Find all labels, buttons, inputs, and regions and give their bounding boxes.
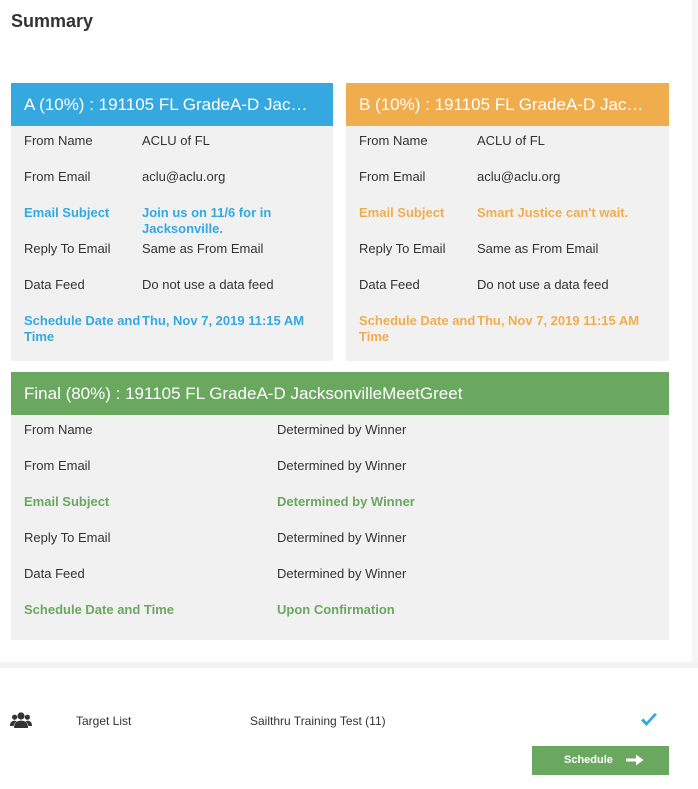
row-value: Upon Confirmation	[277, 602, 395, 617]
row-label: Email Subject	[24, 494, 110, 509]
data-feed-row	[11, 566, 669, 602]
check-icon	[640, 712, 658, 728]
from-email-row	[11, 458, 669, 494]
users-icon	[10, 711, 32, 729]
from-name-row	[11, 422, 669, 458]
reply-to-email-row	[11, 241, 333, 277]
target-list-row	[0, 706, 698, 736]
from-email-row	[346, 169, 669, 205]
row-value: Determined by Winner	[277, 494, 415, 509]
row-label: From Name	[359, 133, 428, 148]
schedule-button-label: Schedule	[564, 754, 613, 766]
row-value: ACLU of FL	[477, 133, 545, 148]
row-label: Schedule Date and Time	[24, 313, 141, 344]
target-list-value: Sailthru Training Test (11)	[250, 714, 386, 728]
row-value: Do not use a data feed	[477, 277, 609, 292]
row-value: aclu@aclu.org	[477, 169, 561, 184]
target-list-label: Target List	[76, 714, 132, 728]
row-value: Determined by Winner	[277, 422, 407, 437]
variant-a-title: A (10%) : 191105 FL GradeA-D Jac…	[11, 83, 333, 126]
row-label: From Email	[359, 169, 426, 184]
row-value: Thu, Nov 7, 2019 11:15 AM	[477, 313, 640, 328]
row-value: Determined by Winner	[277, 530, 407, 545]
schedule-row	[11, 602, 669, 638]
row-label: Email Subject	[24, 205, 110, 220]
page-edge	[692, 0, 698, 662]
schedule-row	[346, 313, 669, 349]
data-feed-row	[11, 277, 333, 313]
row-label: Schedule Date and Time	[359, 313, 476, 344]
email-subject-row	[11, 494, 669, 530]
row-label: Reply To Email	[24, 241, 111, 256]
from-name-row	[346, 133, 669, 169]
email-subject-row	[11, 205, 333, 241]
row-label: From Name	[24, 133, 93, 148]
row-label: From Email	[24, 458, 91, 473]
reply-to-email-row	[346, 241, 669, 277]
from-email-row	[11, 169, 333, 205]
row-label: Data Feed	[359, 277, 420, 292]
variant-b-panel	[346, 83, 669, 361]
row-label: From Email	[24, 169, 91, 184]
row-value: Same as From Email	[142, 241, 264, 256]
schedule-row	[11, 313, 333, 349]
row-label: Reply To Email	[359, 241, 446, 256]
page-title: Summary	[11, 11, 94, 31]
row-value: Same as From Email	[477, 241, 599, 256]
row-label: Data Feed	[24, 566, 85, 581]
row-label: Schedule Date and Time	[24, 602, 175, 617]
row-value: Do not use a data feed	[142, 277, 274, 292]
from-name-row	[11, 133, 333, 169]
row-value: Join us on 11/6 for in Jacksonville.	[142, 205, 272, 236]
schedule-button[interactable]	[532, 746, 669, 775]
email-subject-row	[346, 205, 669, 241]
row-value: Smart Justice can't wait.	[477, 205, 629, 220]
row-label: From Name	[24, 422, 93, 437]
row-value: Thu, Nov 7, 2019 11:15 AM	[142, 313, 305, 328]
reply-to-email-row	[11, 530, 669, 566]
row-label: Email Subject	[359, 205, 445, 220]
arrow-right-icon	[626, 754, 644, 766]
row-value: aclu@aclu.org	[142, 169, 226, 184]
final-title: Final (80%) : 191105 FL GradeA-D JacksonvilleMeetGreet	[11, 372, 669, 415]
final-panel	[11, 372, 669, 640]
row-label: Reply To Email	[24, 530, 111, 545]
variant-a-panel	[11, 83, 333, 361]
row-label: Data Feed	[24, 277, 85, 292]
row-value: Determined by Winner	[277, 458, 407, 473]
section-divider	[0, 662, 698, 668]
row-value: Determined by Winner	[277, 566, 407, 581]
row-value: ACLU of FL	[142, 133, 210, 148]
variant-b-title: B (10%) : 191105 FL GradeA-D Jac…	[346, 83, 669, 126]
data-feed-row	[346, 277, 669, 313]
